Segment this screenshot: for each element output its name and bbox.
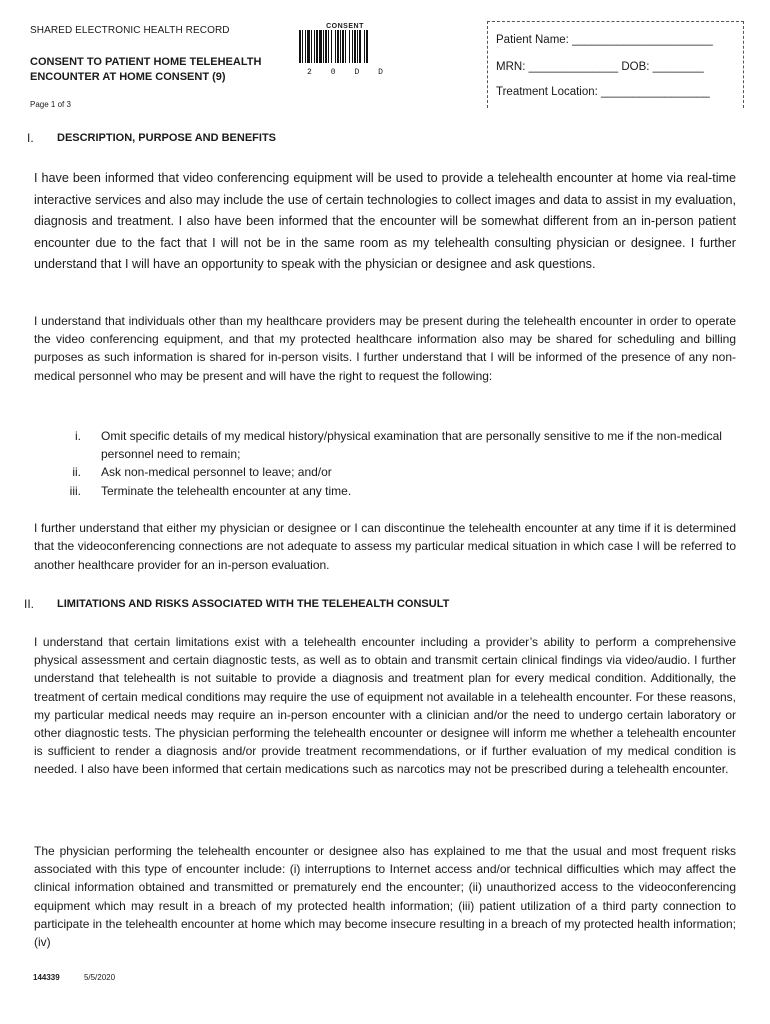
mrn-dob-field[interactable]: MRN: ______________ DOB: ________: [496, 61, 704, 73]
barcode-bar: [299, 30, 301, 63]
list-item: [55, 427, 735, 463]
barcode-bar: [349, 30, 350, 63]
barcode-bar: [302, 30, 303, 63]
barcode-bar: [364, 30, 365, 63]
barcode-bar: [328, 30, 329, 63]
barcode-bar: [305, 30, 306, 63]
barcode-bar: [342, 30, 344, 63]
barcode-digits: [297, 68, 393, 77]
form-title: CONSENT TO PATIENT HOME TELEHEALTH ENCOUNTER AT HOME CONSENT (9): [30, 56, 262, 83]
list-item-text: Terminate the telehealth encounter at any time.: [101, 483, 352, 498]
section-2-title: LIMITATIONS AND RISKS ASSOCIATED WITH THE TELEHEALTH CONSULT: [57, 598, 450, 610]
patient-name-field[interactable]: Patient Name: ______________________: [496, 34, 713, 46]
barcode-bar: [357, 30, 358, 63]
footer: [33, 973, 115, 982]
section-1-title: DESCRIPTION, PURPOSE AND BENEFITS: [57, 132, 277, 144]
barcode-bar: [331, 30, 332, 63]
barcode-bars: [297, 30, 393, 63]
list-item-number: iii.: [69, 483, 81, 498]
list-item: [55, 482, 735, 500]
request-list: [55, 427, 735, 500]
barcode-bar: [323, 30, 324, 63]
patient-info-box: [487, 21, 744, 108]
form-date: 5/5/2020: [83, 973, 116, 982]
barcode-bar: [352, 30, 353, 63]
section-2-paragraph-1: I understand that certain limitations exist with a telehealth encounter including a provider’s ability to perform a comprehensive physical assessment and certain diagnostic tests, as well as to obtain and transmit certain clinical findings via video/audio. I further understand that telehealth is not suitable to provide a diagnosis and treatment plan for every medical condition. Additionally, the treatment of certain medical conditions may require the use of equipment not available in a telehealth encounter. For these reasons, my particular medical needs may require an in-person encounter with a clinician and/or the need to undergo certain laboratory or other diagnostic tests. The physician performing the telehealth encounter or designee will inform me whether a telehealth encounter is sufficient to render a diagnosis and/or provide treatment recommendations, or if further evaluation of my medical condition is needed. I also have been informed that certain medications such as narcotics may not be prescribed during a telehealth encounter.: [34, 635, 736, 777]
barcode: [297, 23, 393, 77]
barcode-bar: [316, 30, 318, 63]
section-1-paragraph-2: I understand that individuals other than my healthcare providers may be present during the telehealth encounter in order to operate the video conferencing equipment, and that my protected healthcare information also may be shared for scheduling and billing purposes as such information is shared for in-person visits. I further understand that I will be informed of the presence of any non-medical personnel who may be present and will have the right to request the following:: [34, 314, 736, 383]
barcode-bar: [345, 30, 346, 63]
barcode-bar: [354, 30, 356, 63]
barcode-label: CONSENT: [326, 23, 364, 30]
barcode-bar: [359, 30, 361, 63]
list-item-text: Omit specific details of my medical history/physical examination that are personally sensitive to me if the non-medical personnel need to remain;: [101, 429, 722, 462]
section-2-number: II.: [24, 597, 35, 611]
list-item-number: ii.: [72, 465, 81, 480]
barcode-bar: [311, 30, 312, 63]
barcode-bar: [335, 30, 336, 63]
barcode-bar: [366, 30, 368, 63]
barcode-bar: [337, 30, 339, 63]
section-1-number: I.: [27, 131, 34, 145]
page-number: Page 1 of 3: [30, 100, 71, 109]
section-1-paragraph-1: I have been informed that video conferencing equipment will be used to provide a telehealth encounter at home via real-time interactive services and also may include the use of certain technologies to collect images and data to assist in my evaluation, diagnosis and treatment. I also have been informed that the encounter will be somewhat different from an in-person patient encounter due to the fact that I will not be in the same room as my telehealth consulting physician or designee. I further understand that I will have an opportunity to speak with the physician or designee and ask questions.: [34, 171, 736, 272]
list-item: [55, 463, 735, 481]
section-1-paragraph-3: I further understand that either my physician or designee or I can discontinue the telehealth encounter at any time if it is determined that the videoconferencing connections are not adequate to assess my particular medical situation in which case I will be referred to another healthcare provider for an in-person evaluation.: [34, 521, 736, 572]
barcode-digit: 2: [307, 68, 312, 77]
barcode-digit: D: [354, 68, 360, 77]
barcode-digit: 0: [330, 68, 336, 77]
barcode-digit: D: [378, 68, 383, 77]
barcode-bar: [325, 30, 327, 63]
list-item-number: i.: [75, 429, 81, 443]
barcode-bar: [307, 30, 310, 63]
form-code: 144339: [33, 973, 60, 982]
treatment-location-field[interactable]: Treatment Location: _________________: [496, 86, 710, 98]
barcode-bar: [340, 30, 341, 63]
barcode-bar: [314, 30, 315, 63]
list-item-text: Ask non-medical personnel to leave; and/or: [101, 465, 332, 480]
section-2-paragraph-2: The physician performing the telehealth encounter or designee also has explained to me that the usual and most frequent risks associated with this type of encounter include: (i) interruptions to Internet access and/or technical difficulties which may affect the clinical information obtained and transmitted or prematurely end the encounter; (ii) unauthorized access to the videoconferencing equipment which may result in a breach of my protected health information; (iii) patient utilization of a third party connection to participate in the telehealth encounter at home which may become insecure resulting in a breach of my protected health information; (iv): [34, 844, 736, 950]
barcode-bar: [319, 30, 322, 63]
org-name: SHARED ELECTRONIC HEALTH RECORD: [30, 25, 230, 36]
